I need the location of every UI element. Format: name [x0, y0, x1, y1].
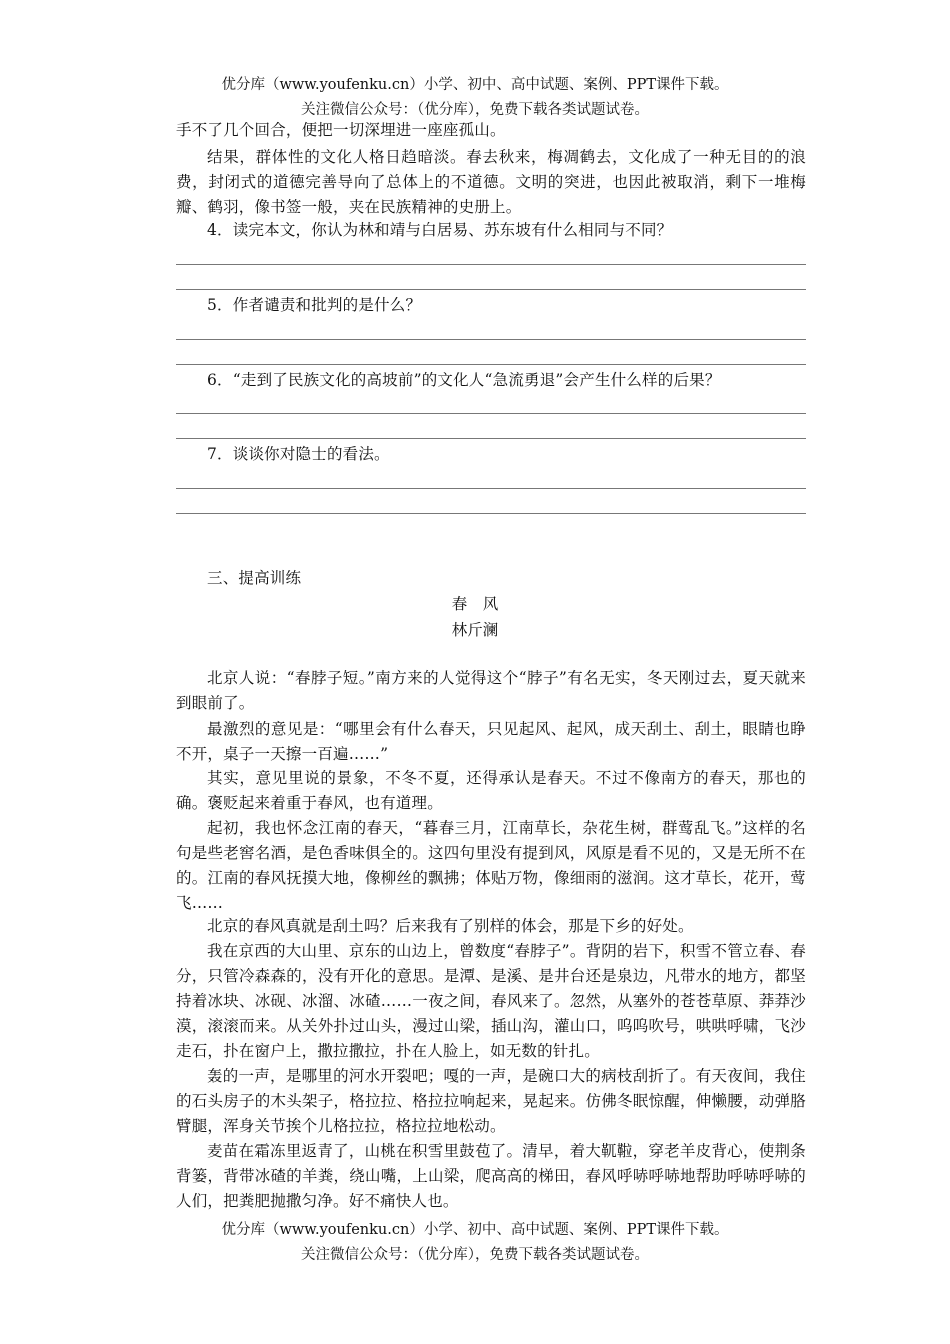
answer-line[interactable] — [176, 264, 806, 265]
question-5: 5．作者谴责和批判的是什么？ — [207, 296, 422, 314]
paragraph-continuation: 手不了几个回合，便把一切深埋进一座座孤山。 — [176, 121, 506, 139]
article-paragraph: 起初，我也怀念江南的春天，“暮春三月，江南草长，杂花生树，群莺乱飞。”这样的名句是些老窖名酒，是色香味俱全的。这四句里没有提到风，风原是看不见的，又是无所不在的。江南的春风抚摸大地，像柳丝的飘拂；体贴万物，像细雨的滋润。这才草长，花开，莺飞…… — [176, 819, 806, 912]
article-title: 春 风 — [451, 595, 499, 613]
article-paragraph: 轰的一声，是哪里的河水开裂吧；嘎的一声，是碗口大的病枝刮折了。有天夜间，我住的石头房子的木头架子，格拉拉、格拉拉响起来，晃起来。仿佛冬眠惊醒，伸懒腰，动弹胳臂腿，浑身关节挨个儿格拉拉，格拉拉地松动。 — [176, 1067, 806, 1135]
question-6: 6．“走到了民族文化的高坡前”的文化人“急流勇退”会产生什么样的后果？ — [207, 371, 721, 389]
answer-line[interactable] — [176, 364, 806, 365]
article-paragraph: 麦苗在霜冻里返青了，山桃在积雪里鼓苞了。清早，着大靰鞡，穿老羊皮背心，使荆条背篓，背带冰碴的羊粪，绕山嘴，上山梁，爬高高的梯田，春风呼哧呼哧地帮助呼哧呼哧的人们，把粪肥抛撒匀净。好不痛快人也。 — [176, 1142, 806, 1210]
article-paragraph: 我在京西的大山里、京东的山边上，曾数度“春脖子”。背阴的岩下，积雪不管立春、春分，只管冷森森的，没有开化的意思。是潭、是溪、是井台还是泉边，凡带水的地方，都坚持着冰块、冰砚、冰溜、冰碴……一夜之间，春风来了。忽然，从塞外的苍苍草原、莽莽沙漠，滚滚而来。从关外扑过山头，漫过山梁，插山沟，灌山口，呜呜吹号，哄哄呼啸，飞沙走石，扑在窗户上，撒拉撒拉，扑在人脸上，如无数的针扎。 — [176, 942, 806, 1060]
header-line-2: 关注微信公众号：（优分库），免费下载各类试题试卷。 — [301, 102, 649, 118]
answer-line[interactable] — [176, 488, 806, 489]
answer-line[interactable] — [176, 413, 806, 414]
article-author: 林斤澜 — [451, 621, 499, 639]
answer-line[interactable] — [176, 339, 806, 340]
answer-line[interactable] — [176, 513, 806, 514]
answer-line[interactable] — [176, 289, 806, 290]
answer-line[interactable] — [176, 438, 806, 439]
question-4: 4．读完本文，你认为林和靖与白居易、苏东坡有什么相同与不同？ — [207, 221, 673, 239]
article-paragraph: 其实，意见里说的景象，不冬不夏，还得承认是春天。不过不像南方的春天，那也的确。褒贬起来着重于春风，也有道理。 — [176, 769, 806, 812]
footer-line-2: 关注微信公众号：（优分库），免费下载各类试题试卷。 — [301, 1247, 649, 1263]
section-title: 三、提高训练 — [207, 569, 302, 587]
paragraph-conclusion: 结果，群体性的文化人格日趋暗淡。春去秋来，梅凋鹤去，文化成了一种无目的的浪费，封闭式的道德完善导向了总体上的不道德。文明的突进，也因此被取消，剩下一堆梅瓣、鹤羽，像书签一般，夹在民族精神的史册上。 — [176, 148, 806, 216]
article-paragraph: 北京的春风真就是刮土吗？后来我有了别样的体会，那是下乡的好处。 — [207, 917, 694, 935]
header-line-1: 优分库（www.youfenku.cn）小学、初中、高中试题、案例、PPT课件下载。 — [221, 77, 729, 93]
article-paragraph: 最激烈的意见是：“哪里会有什么春天，只见起风、起风，成天刮土、刮土，眼睛也睁不开，桌子一天擦一百遍……” — [176, 720, 806, 763]
question-7: 7．谈谈你对隐士的看法。 — [207, 445, 390, 463]
article-paragraph: 北京人说：“春脖子短。”南方来的人觉得这个“脖子”有名无实，冬天刚过去，夏天就来到眼前了。 — [176, 669, 806, 712]
footer-line-1: 优分库（www.youfenku.cn）小学、初中、高中试题、案例、PPT课件下载。 — [221, 1222, 729, 1238]
